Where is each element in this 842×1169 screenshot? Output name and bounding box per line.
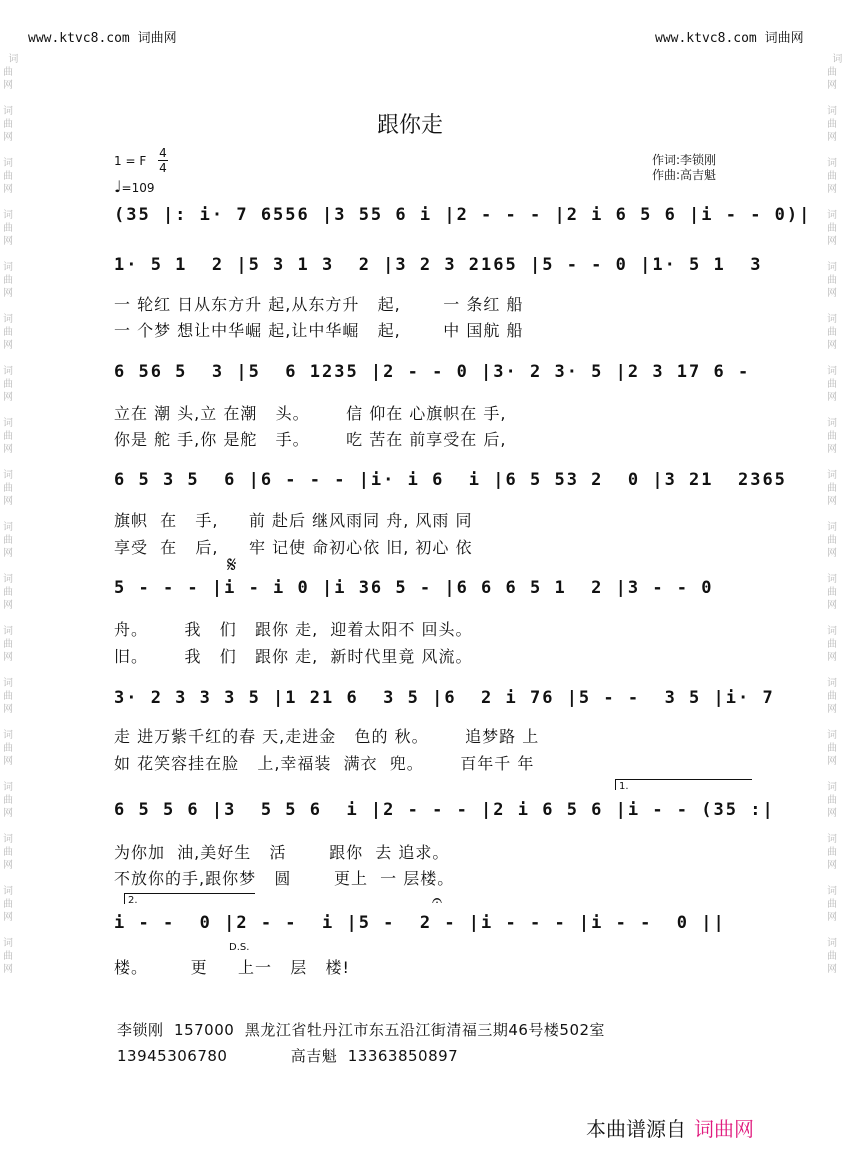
composer-credit: 作曲:高吉魁 [652, 168, 717, 182]
notation-line-2: 1· 5 1 2 |5 3 1 3 2 |3 2 3 2165 |5 - - 0 |1· 5 1 3 [114, 255, 763, 275]
lyric-line-8: 楼。 更 上一 层 楼! [114, 958, 350, 977]
source-prefix: 本曲谱源自 [586, 1117, 686, 1141]
contact-line-2: 13945306780 高吉魁 13363850897 [117, 1047, 459, 1065]
lyric-line-4-verse-1: 旗帜 在 手, 前 赴后 继风雨同 舟, 风雨 同 [114, 511, 473, 530]
fermata-icon: 𝄐 [432, 890, 443, 911]
notation-line-5: 5 - - - |i - i 0 |i 36 5 - |6 6 6 5 1 2 |3 - - 0 [114, 578, 714, 598]
time-signature-top: 4 [159, 146, 167, 160]
lyricist-credit: 作词:李锁刚 [652, 153, 717, 167]
lyric-line-7-verse-1: 为你加 油,美好生 活 跟你 去 追求。 [114, 843, 450, 862]
tempo-value: =109 [121, 181, 155, 195]
song-title: 跟你走 [376, 113, 443, 138]
notation-line-1: (35 |: i· 7 6556 |3 55 6 i |2 - - - |2 i 6 5 6 |i - - 0)| [114, 205, 812, 225]
contact-line-1: 李锁刚 157000 黑龙江省牡丹江市东五沿江街清福三期46号楼502室 [117, 1021, 606, 1039]
credits [652, 153, 716, 183]
notation-line-7: 6 5 5 6 |3 5 5 6 i |2 - - - |2 i 6 5 6 |i - - (35 :| [114, 800, 775, 820]
lyric-line-6-verse-2: 如 花笑容挂在脸 上,幸福装 满衣 兜。 百年千 年 [114, 754, 535, 773]
lyric-line-7-verse-2: 不放你的手,跟你梦 圆 更上 一 层楼。 [114, 869, 455, 888]
side-watermark-text: 词 曲 网 词 曲 网 词 曲 网 词 曲 网 词 曲 网 词 曲 网 词 曲 网 词 曲 网 词 曲 网 词 曲 网 词 曲 网 词 曲 网 词 曲 网 词 曲 网 词 曲 网 词 曲 网 词 曲 网 词 曲 网 [3, 54, 19, 975]
site-url-right[interactable]: www.ktvc8.com 词曲网 [655, 31, 804, 46]
lyric-line-6-verse-1: 走 进万紫千红的春 天,走进金 色的 秋。 追梦路 上 [114, 727, 540, 746]
volta-label-2: 2. [128, 895, 138, 906]
side-watermark-text: 词 曲 网 词 曲 网 词 曲 网 词 曲 网 词 曲 网 词 曲 网 词 曲 网 词 曲 网 词 曲 网 词 曲 网 词 曲 网 词 曲 网 词 曲 网 词 曲 网 词 曲 网 词 曲 网 词 曲 网 词 曲 网 [827, 54, 842, 975]
quarter-note-icon: ♩ [114, 177, 122, 196]
notation-line-6: 3· 2 3 3 3 5 |1 21 6 3 5 |6 2 i 76 |5 - - 3 5 |i· 7 [114, 688, 775, 708]
side-watermark-left [2, 40, 19, 976]
volta-bracket-2 [124, 893, 255, 904]
source-credit [586, 1113, 754, 1142]
lyric-line-5-verse-2: 旧。 我 们 跟你 走, 新时代里竟 风流。 [114, 647, 473, 666]
time-signature [158, 146, 168, 175]
tempo-marking [114, 177, 155, 196]
notation-line-8: i - - 0 |2 - - i |5 - 2 - |i - - - |i - - 0 || [114, 913, 726, 933]
key-signature: 1 = F [114, 154, 147, 168]
volta-bracket-1 [615, 779, 752, 790]
lyric-line-2-verse-2: 一 个梦 想让中华崛 起,让中华崛 起, 中 国航 船 [114, 321, 524, 340]
volta-label-1: 1. [619, 781, 629, 792]
site-url-left[interactable]: www.ktvc8.com 词曲网 [28, 31, 177, 46]
side-watermark-right [826, 40, 842, 976]
lyric-line-3-verse-2: 你是 舵 手,你 是舵 手。 吃 苦在 前享受在 后, [114, 430, 507, 449]
time-signature-bottom: 4 [159, 161, 167, 175]
lyric-line-4-verse-2: 享受 在 后, 牢 记使 命初心依 旧, 初心 依 [114, 538, 473, 557]
notation-line-3: 6 56 5 3 |5 6 1235 |2 - - 0 |3· 2 3· 5 |2 3 17 6 - [114, 362, 751, 382]
lyric-line-3-verse-1: 立在 潮 头,立 在潮 头。 信 仰在 心旗帜在 手, [114, 404, 507, 423]
segno-icon: 𝄋 [227, 553, 237, 578]
ds-marking: D.S. [229, 942, 250, 953]
notation-line-4: 6 5 3 5 6 |6 - - - |i· i 6 i |6 5 53 2 0 |3 21 2365 [114, 470, 787, 490]
source-brand-link[interactable]: 词曲网 [694, 1117, 754, 1141]
lyric-line-2-verse-1: 一 轮红 日从东方升 起,从东方升 起, 一 条红 船 [114, 295, 524, 314]
lyric-line-5-verse-1: 舟。 我 们 跟你 走, 迎着太阳不 回头。 [114, 620, 473, 639]
